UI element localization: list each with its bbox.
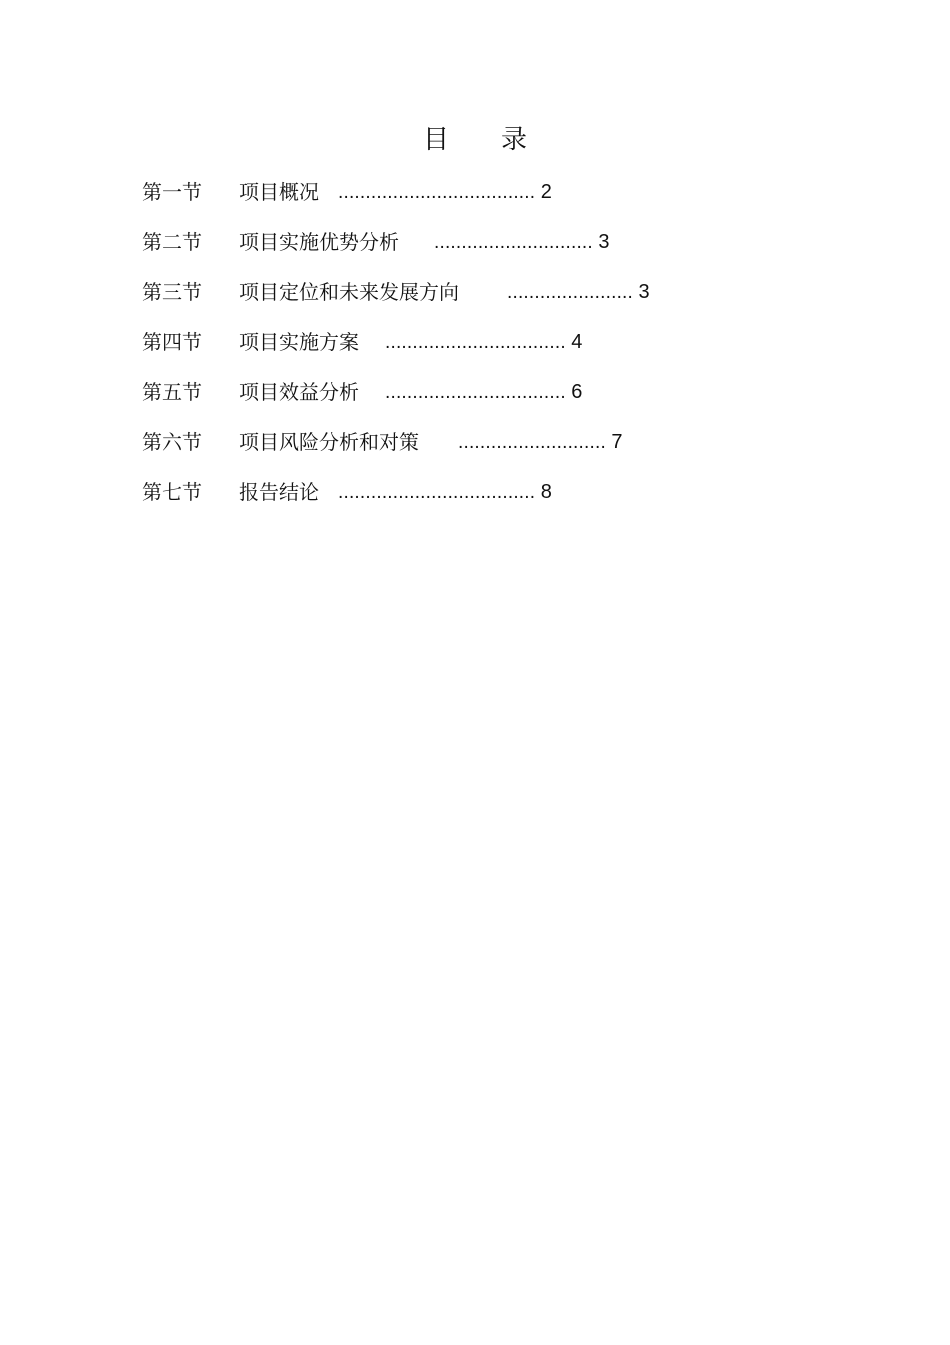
toc-section-title: 报告结论 xyxy=(239,480,319,504)
toc-page-number: 6 xyxy=(571,381,583,403)
toc-dots: ............................. xyxy=(434,232,593,253)
toc-heading-char-2: 录 xyxy=(501,125,528,155)
toc-page-number: 7 xyxy=(611,431,623,453)
toc-section-title: 项目定位和未来发展方向 xyxy=(239,280,459,304)
toc-leader xyxy=(385,324,583,361)
toc-entry[interactable] xyxy=(142,374,842,424)
toc-section-number: 第一节 xyxy=(142,180,202,204)
toc-entry[interactable] xyxy=(142,424,842,474)
toc-section-number: 第五节 xyxy=(142,380,202,404)
toc-dots: ........................... xyxy=(458,432,606,453)
toc-dots: ................................. xyxy=(385,382,566,403)
toc-leader xyxy=(385,374,583,411)
toc-section-title: 项目风险分析和对策 xyxy=(239,430,419,454)
toc-page-number: 3 xyxy=(598,231,610,253)
toc-section-title: 项目实施优势分析 xyxy=(239,230,399,254)
toc-entry[interactable] xyxy=(142,474,842,524)
toc-heading xyxy=(0,122,950,158)
toc-page-number: 4 xyxy=(571,331,583,353)
toc-section-number: 第三节 xyxy=(142,280,202,304)
toc-list xyxy=(142,174,842,524)
toc-section-number: 第二节 xyxy=(142,230,202,254)
toc-section-number: 第七节 xyxy=(142,480,202,504)
toc-page-number: 8 xyxy=(540,481,553,503)
toc-section-title: 项目效益分析 xyxy=(239,380,359,404)
toc-leader xyxy=(434,224,610,261)
toc-entry[interactable] xyxy=(142,224,842,274)
toc-leader xyxy=(458,424,623,461)
toc-entry[interactable] xyxy=(142,174,842,224)
toc-page-number: 3 xyxy=(638,281,650,303)
toc-leader xyxy=(338,474,552,511)
toc-leader xyxy=(338,174,552,211)
toc-entry[interactable] xyxy=(142,274,842,324)
toc-section-number: 第六节 xyxy=(142,430,202,454)
toc-dots: ................................. xyxy=(385,332,566,353)
toc-entry[interactable] xyxy=(142,324,842,374)
toc-dots: .................................... xyxy=(338,182,536,203)
toc-section-number: 第四节 xyxy=(142,330,202,354)
toc-leader xyxy=(507,274,650,311)
toc-page-number: 2 xyxy=(540,181,553,203)
toc-dots: ....................... xyxy=(507,282,634,303)
toc-dots: .................................... xyxy=(338,482,536,503)
toc-heading-char-1: 目 xyxy=(422,125,449,155)
toc-section-title: 项目实施方案 xyxy=(239,330,359,354)
toc-section-title: 项目概况 xyxy=(239,180,319,204)
